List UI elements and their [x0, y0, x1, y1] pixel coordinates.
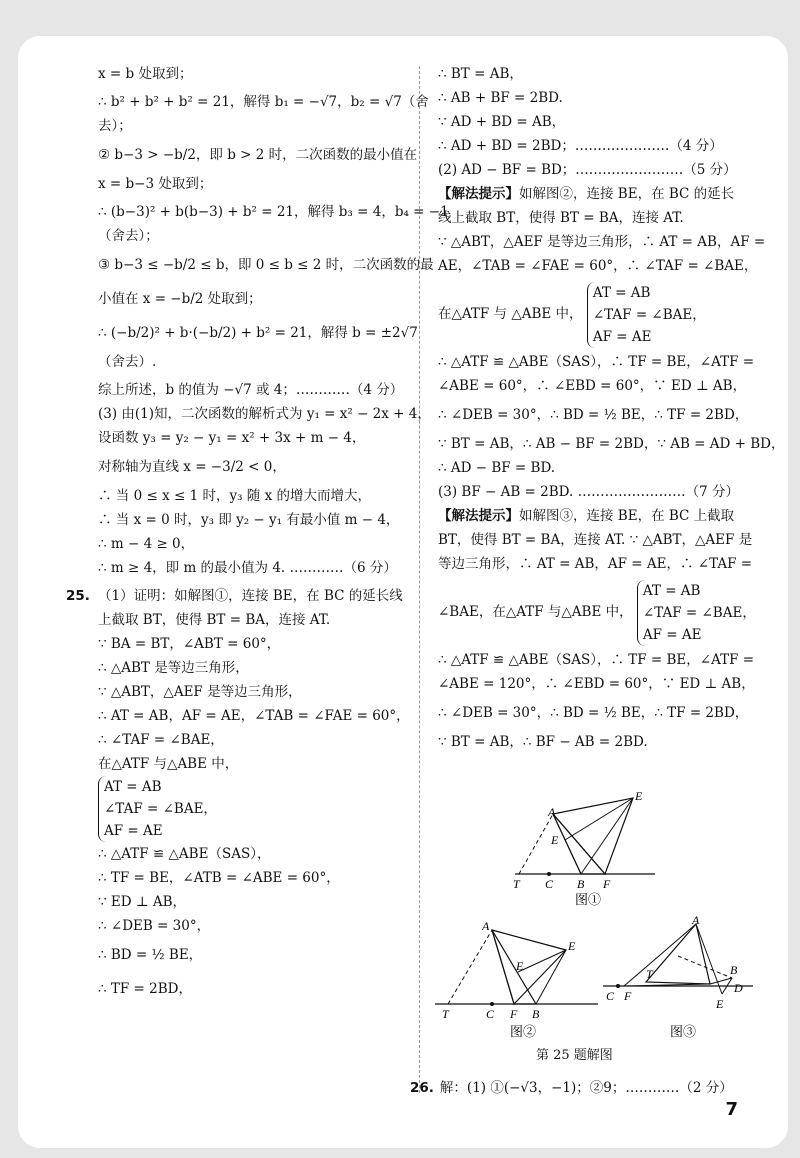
system-line: [438, 576, 756, 648]
text-line: 设函数 y₃ = y₂ − y₁ = x² + 3x + m − 4，: [98, 430, 366, 446]
figure-3: [598, 916, 758, 1046]
system-row: AF = AE: [642, 626, 702, 643]
equation-system: [637, 580, 756, 646]
text-line: 上截取 BT，使得 BT = BA，连接 AT.: [98, 612, 331, 628]
point-label: E: [551, 833, 559, 847]
point-label: T: [442, 1007, 449, 1021]
figure-1: [505, 786, 665, 906]
text-line: ∵ BT = AB，∴ BF − AB = 2BD.: [438, 734, 648, 750]
text-line: ③ b−3 ≤ −b/2 ≤ b，即 0 ≤ b ≤ 2 时，二次函数的最: [98, 257, 434, 273]
text-line: 去）；: [98, 118, 132, 134]
figure-main-caption: 第 25 题解图: [536, 1048, 613, 1063]
point-label: E: [716, 997, 724, 1011]
text-line: (2) AD − BF = BD；……………………（5 分）: [438, 162, 737, 178]
system-row: AF = AE: [104, 823, 163, 839]
equation-system: [98, 776, 217, 842]
text-line: ∴ AD − BF = BD.: [438, 460, 556, 476]
text-line: ② b−3 > −b/2，即 b > 2 时，二次函数的最小值在: [98, 147, 418, 163]
left-column: [66, 62, 449, 1006]
text-line: 对称轴为直线 x = −3/2 < 0，: [98, 459, 286, 475]
point-label: E: [635, 789, 643, 803]
text-line: 综上所述，b 的值为 −√7 或 4；…………（4 分）: [98, 382, 404, 398]
page-number: 7: [725, 1099, 738, 1120]
point-label: B: [577, 877, 585, 891]
text-line: （舍去）.: [98, 354, 157, 370]
text-line: ∴ b² + b² + b² = 21，解得 b₁ = −√7，b₂ = √7（舍: [98, 94, 429, 110]
system-line: [438, 278, 750, 350]
text-line: ∴ △ATF ≌ △ABE（SAS），∴ TF = BE，∠ATF =: [438, 354, 755, 370]
text-span: 在△ATF 与 △ABE 中，: [438, 306, 583, 322]
text-line: (3) BF − AB = 2BD. ……………………（7 分）: [438, 484, 739, 500]
hint-line: [438, 182, 750, 206]
text-line: ∴ ∠DEB = 30°，∴ BD = ½ BE，∴ TF = 2BD，: [438, 705, 749, 721]
text-line: BT，使得 BT = BA，连接 AT. ∵ △ABT，△AEF 是: [438, 532, 753, 548]
text-line: x = b−3 处取到；: [98, 176, 213, 192]
point-label: F: [510, 1007, 518, 1021]
text-line: (3) 由(1)知，二次函数的解析式为 y₁ = x² − 2x + 4，: [98, 406, 431, 422]
point-label: B: [730, 963, 738, 977]
system-row: AT = AB: [642, 582, 701, 599]
figure-caption: 图①: [575, 892, 602, 906]
text-line: ∵ BA = BT，∠ABT = 60°，: [98, 636, 281, 652]
right-column: [438, 62, 785, 754]
point-label: A: [482, 919, 490, 933]
text-line: ∵ △ABT，△AEF 是等边三角形，: [98, 684, 302, 700]
point-label: A: [548, 805, 556, 819]
text-line: ∵ ED ⊥ AB，: [98, 894, 187, 910]
text-line: 等边三角形，∴ AT = AB，AF = AE，∴ ∠TAF =: [438, 556, 753, 572]
column-divider: [419, 66, 420, 1093]
figure-2: [430, 916, 600, 1046]
question-number: 25.: [66, 588, 90, 604]
text-line: （1）证明：如解图①，连接 BE，在 BC 的延长线: [98, 588, 403, 604]
equation-system: [587, 282, 706, 348]
figure-caption: 图③: [670, 1024, 697, 1039]
hint-line: [438, 504, 750, 528]
hint-label: 【解法提示】: [438, 508, 519, 524]
text-line: ∴ AB + BF = 2BD.: [438, 90, 563, 106]
point-label: D: [734, 981, 743, 995]
text-line: ∴ AD + BD = 2BD；…………………（4 分）: [438, 138, 723, 154]
text-line: AE，∠TAB = ∠FAE = 60°，∴ ∠TAF = ∠BAE，: [438, 258, 758, 274]
text-line: ∴ △ATF ≌ △ABE（SAS），: [98, 846, 271, 862]
system-row: AT = AB: [104, 779, 162, 795]
system-row: ∠TAF = ∠BAE，: [104, 801, 217, 817]
text-line: ∴ ∠DEB = 30°，: [98, 918, 211, 934]
point-label: F: [624, 989, 632, 1003]
text-span: 如解图③，连接 BE，在 BC 上截取: [519, 508, 735, 524]
text-line: ∴ BT = AB，: [438, 66, 523, 82]
hint-label: 【解法提示】: [438, 186, 519, 202]
point-label: T: [513, 877, 520, 891]
text-line: ∴ 当 0 ≤ x ≤ 1 时，y₃ 随 x 的增大而增大，: [98, 488, 371, 504]
system-row: AF = AE: [592, 328, 652, 345]
question-number: 26.: [410, 1080, 434, 1096]
figure-caption: 图②: [510, 1024, 537, 1039]
point-label: C: [606, 989, 615, 1003]
text-line: ∴ TF = BE，∠ATB = ∠ABE = 60°，: [98, 870, 340, 886]
text-line: ∴ △ABT 是等边三角形，: [98, 660, 249, 676]
system-row: AT = AB: [592, 284, 651, 301]
point-label: E: [568, 939, 576, 953]
point-label: E: [516, 959, 524, 973]
text-line: ∠ABE = 60°，∴ ∠EBD = 60°，∵ ED ⊥ AB，: [438, 378, 747, 394]
text-line: ∵ AD + BD = AB，: [438, 114, 566, 130]
question-26: [410, 1076, 733, 1096]
text-line: ∴ ∠DEB = 30°，∴ BD = ½ BE，∴ TF = 2BD，: [438, 407, 749, 423]
point-label: C: [545, 877, 554, 891]
text-line: ∴ BD = ½ BE，: [98, 947, 203, 963]
text-line: 在△ATF 与△ABE 中，: [98, 756, 239, 772]
point-label: A: [692, 916, 700, 927]
text-line: ∴ TF = 2BD，: [98, 981, 192, 997]
text-line: ∴ ∠TAF = ∠BAE，: [98, 732, 224, 748]
text-line: ∵ △ABT，△AEF 是等边三角形，∴ AT = AB，AF =: [438, 234, 766, 250]
text-line: ∴ △ATF ≌ △ABE（SAS），∴ TF = BE，∠ATF =: [438, 652, 755, 668]
text-span: 解：(1) ①(−√3，−1)；②9；…………（2 分）: [439, 1080, 733, 1096]
text-line: ∵ BT = AB，∴ AB − BF = 2BD，∵ AB = AD + BD，: [438, 436, 785, 452]
text-span: ∠BAE，在△ATF 与△ABE 中，: [438, 604, 633, 620]
point-label: B: [532, 1007, 540, 1021]
text-span: 如解图②，连接 BE，在 BC 的延长: [519, 186, 735, 202]
text-line: ∴ m − 4 ≥ 0，: [98, 536, 195, 552]
text-line: ∴ m ≥ 4，即 m 的最小值为 4. …………（6 分）: [98, 560, 397, 576]
system-row: ∠TAF = ∠BAE，: [642, 604, 756, 621]
point-label: F: [603, 877, 611, 891]
text-line: 小值在 x = −b/2 处取到；: [98, 291, 262, 307]
text-line: x = b 处取到；: [98, 66, 193, 82]
text-line: ∴ AT = AB，AF = AE，∠TAB = ∠FAE = 60°，: [98, 708, 410, 724]
system-row: ∠TAF = ∠BAE，: [592, 306, 706, 323]
text-line: ∴ (b−3)² + b(b−3) + b² = 21，解得 b₃ = 4，b₄ = −1: [98, 204, 449, 220]
text-line: 线上截取 BT，使得 BT = BA，连接 AT.: [438, 210, 684, 226]
page-sheet: [18, 36, 788, 1148]
point-label: C: [486, 1007, 495, 1021]
text-line: ∠ABE = 120°，∴ ∠EBD = 60°，∵ ED ⊥ AB，: [438, 676, 755, 692]
point-label: T: [646, 967, 653, 981]
text-line: （舍去）；: [98, 228, 159, 244]
text-line: ∴ 当 x = 0 时，y₃ 即 y₂ − y₁ 有最小值 m − 4，: [98, 512, 400, 528]
text-line: ∴ (−b/2)² + b·(−b/2) + b² = 21，解得 b = ±2√7: [98, 325, 418, 341]
question-25-start: [66, 584, 406, 608]
